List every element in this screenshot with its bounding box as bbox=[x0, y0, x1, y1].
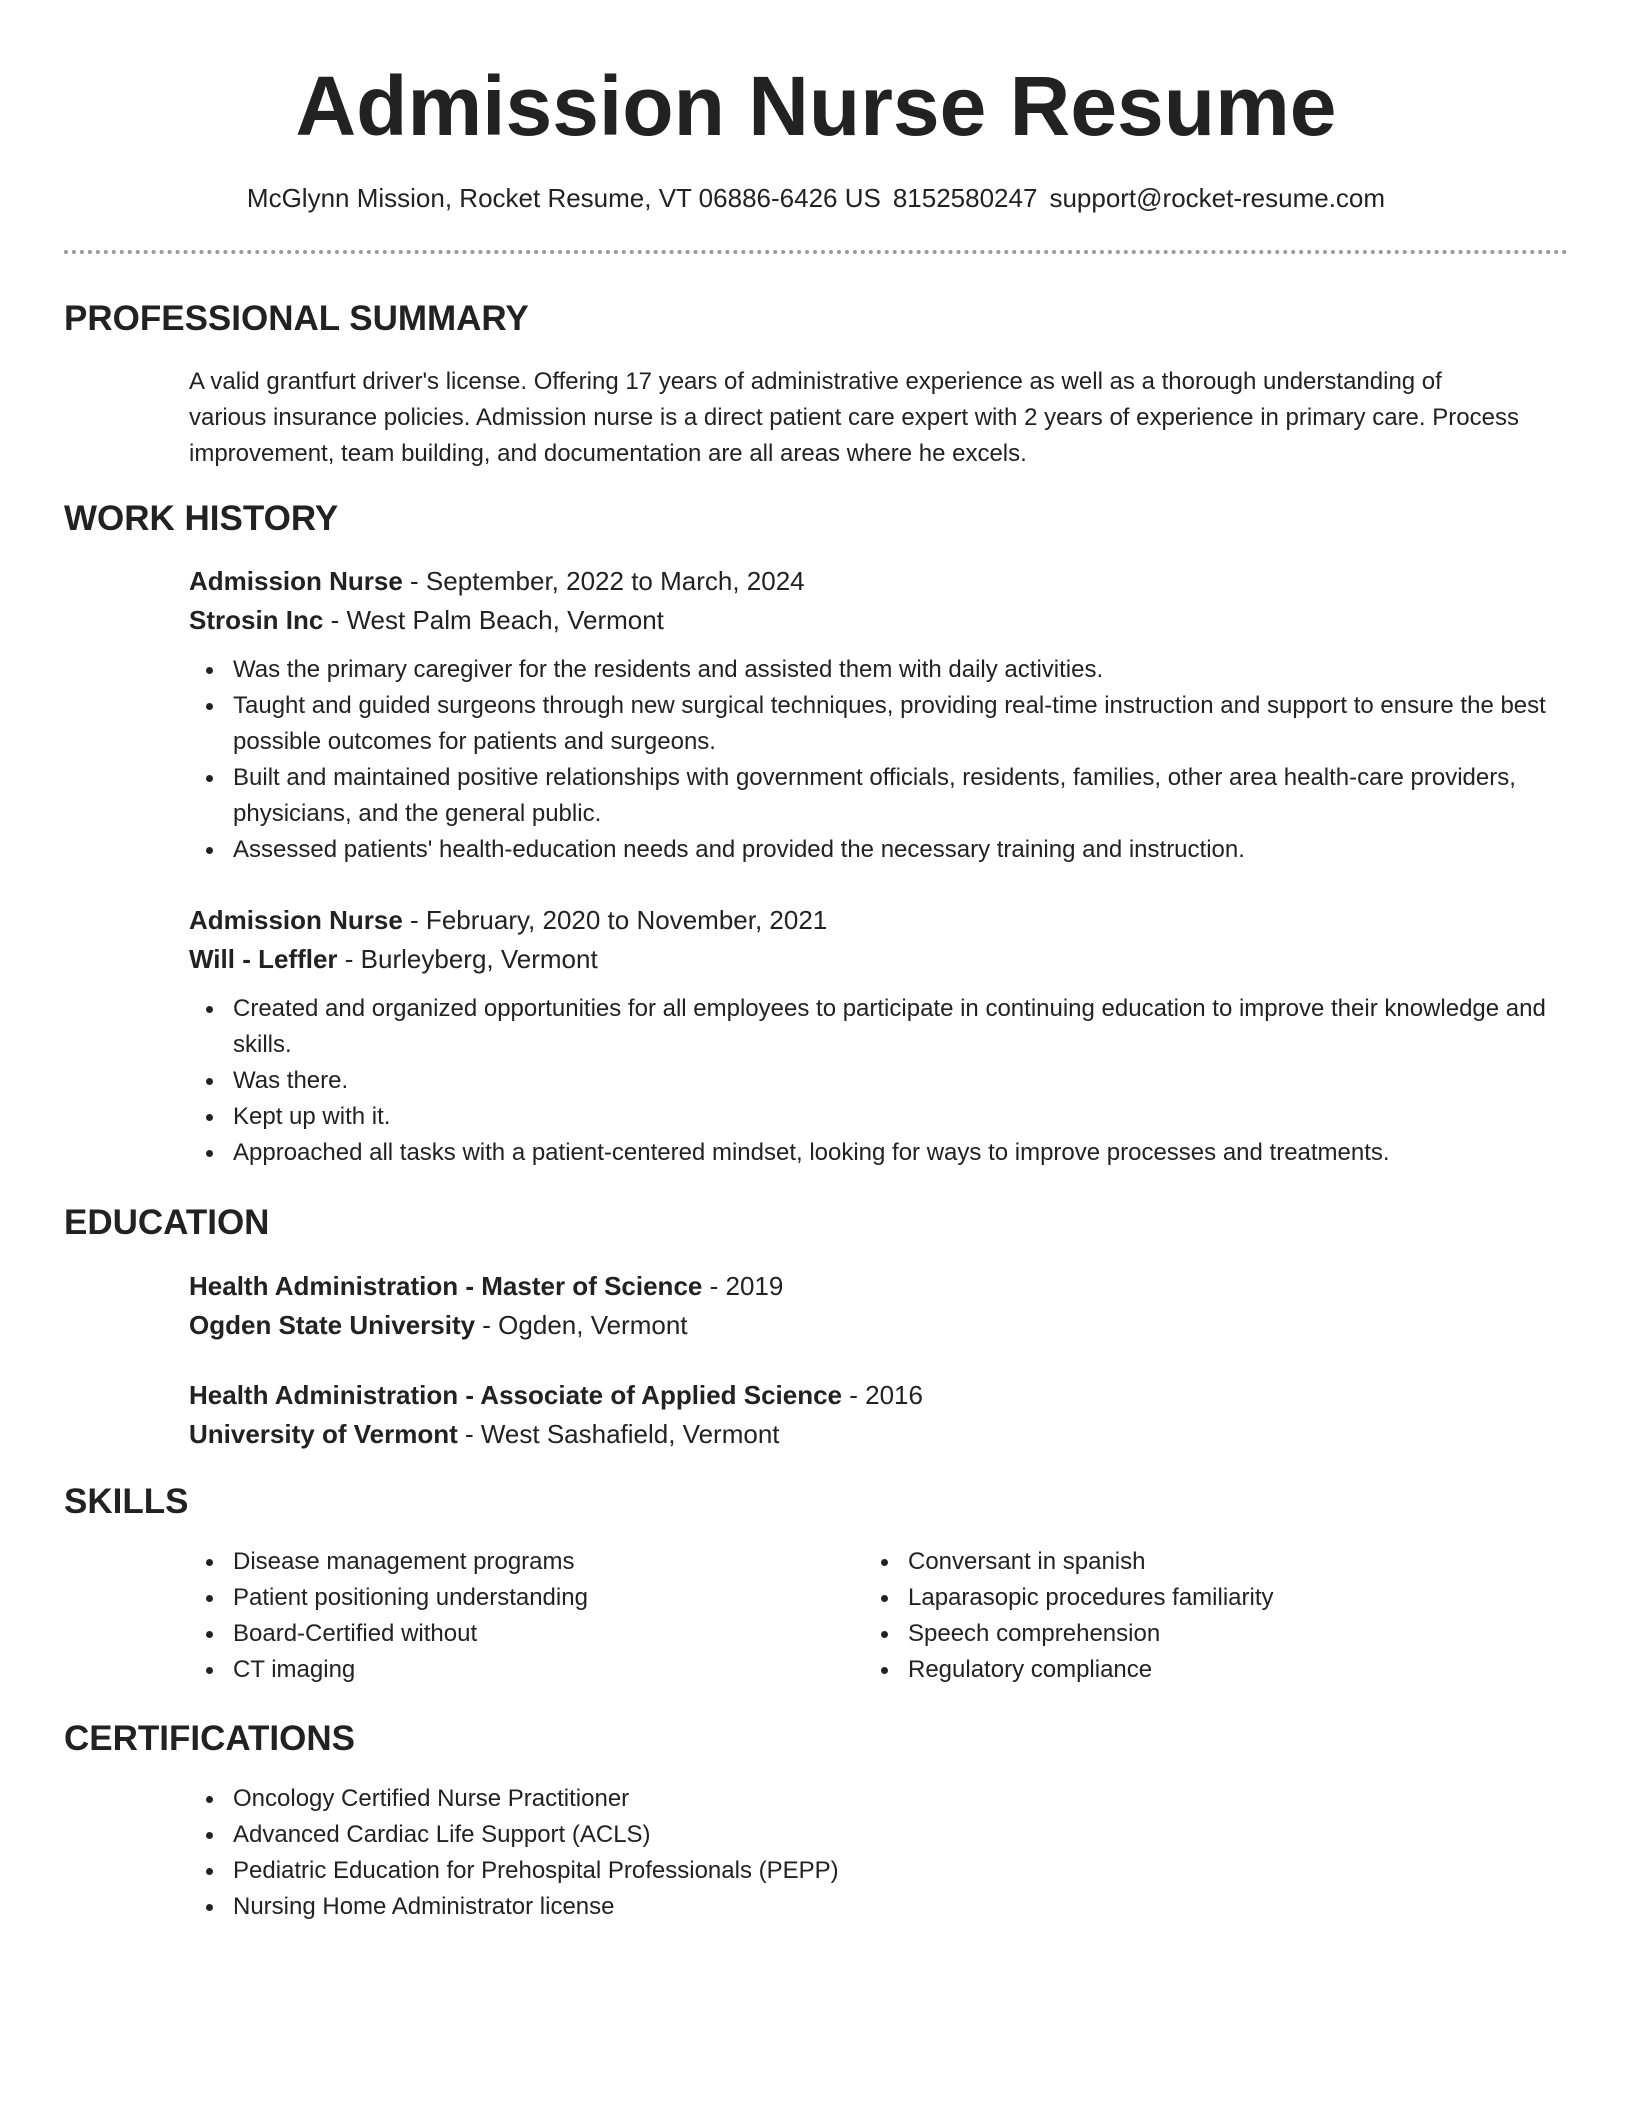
job-duties-list bbox=[189, 991, 1569, 1171]
job-location: - Burleyberg, Vermont bbox=[337, 944, 598, 974]
list-item: Pediatric Education for Prehospital Professionals (PEPP) bbox=[189, 1853, 1569, 1889]
list-item: Oncology Certified Nurse Practitioner bbox=[189, 1781, 1569, 1817]
list-item: Speech comprehension bbox=[864, 1616, 1504, 1652]
header-divider bbox=[64, 250, 1568, 254]
job-company: Will - Leffler bbox=[189, 944, 338, 974]
contact-email: support@rocket-resume.com bbox=[1049, 183, 1386, 213]
list-item: Taught and guided surgeons through new surgical techniques, providing real-time instruction and support to ensure the best possible outcomes for patients and surgeons. bbox=[189, 688, 1569, 760]
contact-address: McGlynn Mission, Rocket Resume, VT 06886-6426 US bbox=[246, 183, 881, 213]
job-company-line bbox=[189, 940, 1569, 979]
education-year: - 2016 bbox=[842, 1380, 923, 1410]
summary-text: A valid grantfurt driver's license. Offering 17 years of administrative experience as well as a thorough understanding of various insurance policies. Admission nurse is a direct patient care expert with 2 years of experience in primary care. Process improvement, team building, and documentation are all areas where he excels. bbox=[189, 368, 1519, 467]
skills-list bbox=[864, 1544, 1504, 1688]
contact-line bbox=[0, 182, 1632, 214]
job-title: Admission Nurse bbox=[189, 905, 403, 935]
section-heading-work-history: WORK HISTORY bbox=[64, 499, 339, 538]
list-item: Regulatory compliance bbox=[864, 1652, 1504, 1688]
list-item: Disease management programs bbox=[189, 1544, 829, 1580]
education-school: University of Vermont bbox=[189, 1419, 458, 1449]
list-item: Assessed patients' health-education needs and provided the necessary training and instruction. bbox=[189, 832, 1569, 868]
job-company-line bbox=[189, 601, 1569, 640]
page-title: Admission Nurse Resume bbox=[295, 59, 1337, 153]
contact-phone: 8152580247 bbox=[892, 183, 1038, 213]
list-item: Conversant in spanish bbox=[864, 1544, 1504, 1580]
education-entry bbox=[189, 1376, 1569, 1454]
list-item: Nursing Home Administrator license bbox=[189, 1889, 1569, 1925]
skills-column-left bbox=[189, 1544, 829, 1688]
list-item: Built and maintained positive relationships with government officials, residents, families, other area health-care providers, physicians, and the general public. bbox=[189, 760, 1569, 832]
skills-column-right bbox=[864, 1544, 1504, 1688]
job-title-line bbox=[189, 562, 1569, 601]
list-item: Laparasopic procedures familiarity bbox=[864, 1580, 1504, 1616]
section-heading-certifications: CERTIFICATIONS bbox=[64, 1719, 356, 1758]
education-year: - 2019 bbox=[702, 1271, 784, 1301]
list-item: Board-Certified without bbox=[189, 1616, 829, 1652]
section-heading-skills: SKILLS bbox=[64, 1482, 189, 1521]
job-title: Admission Nurse bbox=[189, 566, 403, 596]
job-duties-list bbox=[189, 652, 1569, 868]
list-item: Kept up with it. bbox=[189, 1099, 1569, 1135]
list-item: Patient positioning understanding bbox=[189, 1580, 829, 1616]
certifications-list bbox=[189, 1781, 1569, 1925]
job-entry bbox=[189, 562, 1569, 868]
job-entry bbox=[189, 901, 1569, 1171]
list-item: Was there. bbox=[189, 1063, 1569, 1099]
education-degree: Health Administration - Master of Science bbox=[189, 1271, 703, 1301]
education-school-line bbox=[189, 1415, 1569, 1454]
education-entry bbox=[189, 1267, 1569, 1345]
education-location: - Ogden, Vermont bbox=[475, 1310, 688, 1340]
job-dates: - February, 2020 to November, 2021 bbox=[402, 905, 828, 935]
education-school: Ogden State University bbox=[189, 1310, 476, 1340]
list-item: Created and organized opportunities for all employees to participate in continuing education to improve their knowledge and skills. bbox=[189, 991, 1569, 1063]
education-degree: Health Administration - Associate of Applied Science bbox=[189, 1380, 843, 1410]
job-location: - West Palm Beach, Vermont bbox=[323, 605, 664, 635]
list-item: Was the primary caregiver for the residents and assisted them with daily activities. bbox=[189, 652, 1569, 688]
job-title-line bbox=[189, 901, 1569, 940]
section-heading-education: EDUCATION bbox=[64, 1203, 270, 1242]
list-item: Advanced Cardiac Life Support (ACLS) bbox=[189, 1817, 1569, 1853]
education-degree-line bbox=[189, 1376, 1569, 1415]
skills-list bbox=[189, 1544, 829, 1688]
education-degree-line bbox=[189, 1267, 1569, 1306]
certifications-block bbox=[189, 1781, 1569, 1925]
list-item: CT imaging bbox=[189, 1652, 829, 1688]
education-location: - West Sashafield, Vermont bbox=[457, 1419, 780, 1449]
job-company: Strosin Inc bbox=[189, 605, 324, 635]
education-school-line bbox=[189, 1306, 1569, 1345]
list-item: Approached all tasks with a patient-centered mindset, looking for ways to improve processes and treatments. bbox=[189, 1135, 1569, 1171]
section-heading-summary: PROFESSIONAL SUMMARY bbox=[64, 299, 529, 338]
job-dates: - September, 2022 to March, 2024 bbox=[402, 566, 805, 596]
